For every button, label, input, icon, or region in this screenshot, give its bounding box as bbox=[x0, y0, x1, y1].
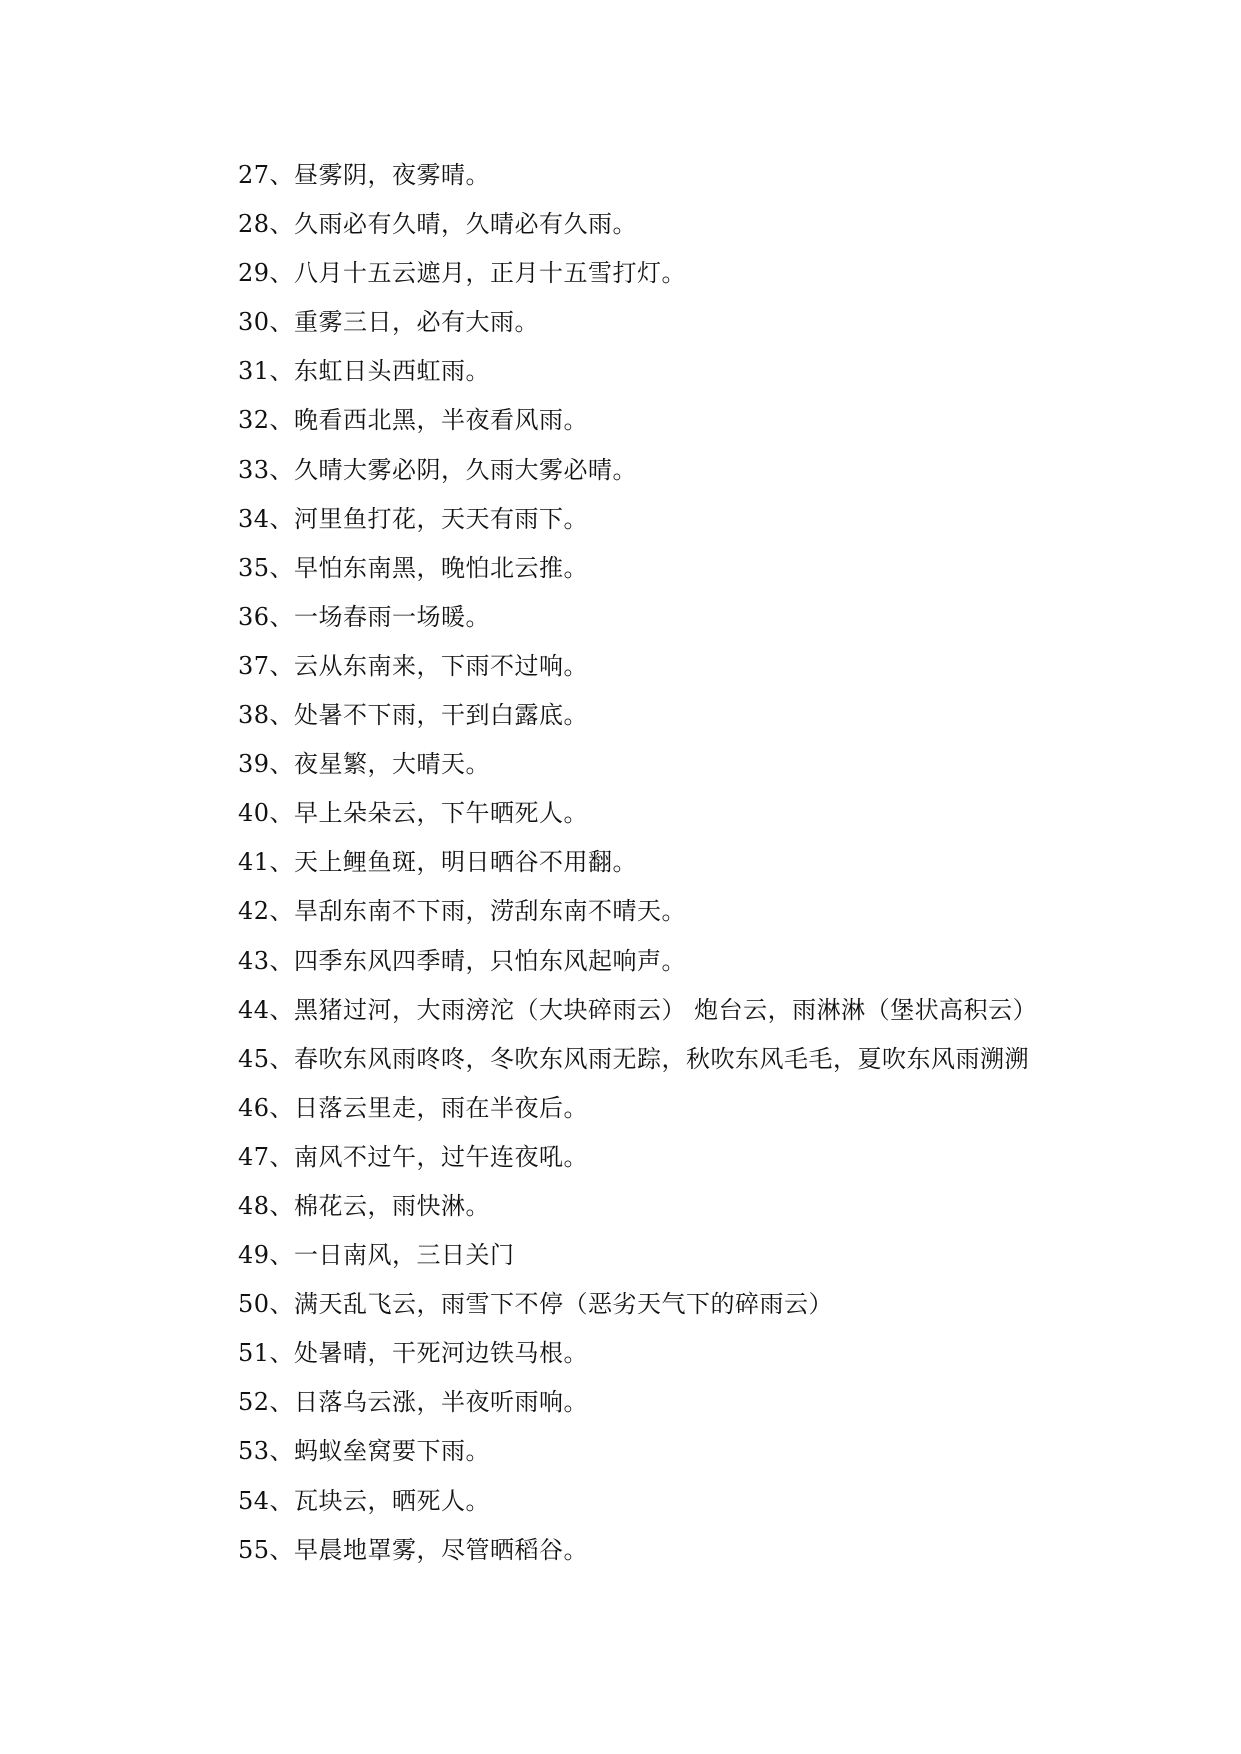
list-item: 55、早晨地罩雾，尽管晒稻谷。 bbox=[238, 1535, 589, 1564]
proverb-list bbox=[238, 158, 1037, 1582]
list-item: 30、重雾三日，必有大雨。 bbox=[238, 308, 540, 337]
list-item: 28、久雨必有久晴，久晴必有久雨。 bbox=[238, 210, 638, 239]
list-item: 46、日落云里走，雨在半夜后。 bbox=[238, 1093, 589, 1122]
list-item: 39、夜星繁，大晴天。 bbox=[238, 750, 491, 779]
list-item: 53、蚂蚁垒窝要下雨。 bbox=[238, 1437, 491, 1466]
list-item: 48、棉花云，雨快淋。 bbox=[238, 1191, 491, 1220]
list-item: 42、旱刮东南不下雨，涝刮东南不晴天。 bbox=[238, 897, 687, 926]
list-item: 36、一场春雨一场暖。 bbox=[238, 602, 491, 631]
list-item: 50、满天乱飞云，雨雪下不停（恶劣天气下的碎雨云） bbox=[238, 1290, 834, 1319]
list-item: 49、一日南风，三日关门 bbox=[238, 1241, 515, 1270]
list-item: 34、河里鱼打花，天天有雨下。 bbox=[238, 504, 589, 533]
list-item: 45、春吹东风雨咚咚，冬吹东风雨无踪，秋吹东风毛毛，夏吹东风雨溯溯 bbox=[238, 1044, 1030, 1073]
list-item: 52、日落乌云涨，半夜听雨响。 bbox=[238, 1388, 589, 1417]
list-item: 29、八月十五云遮月，正月十五雪打灯。 bbox=[238, 259, 687, 288]
list-item: 44、黑猪过河，大雨滂沱（大块碎雨云） 炮台云，雨淋淋（堡状高积云） bbox=[238, 995, 1038, 1024]
list-item: 47、南风不过午，过午连夜吼。 bbox=[238, 1142, 589, 1171]
list-item: 33、久晴大雾必阴，久雨大雾必晴。 bbox=[238, 455, 638, 484]
list-item: 31、东虹日头西虹雨。 bbox=[238, 357, 491, 386]
list-item: 54、瓦块云，晒死人。 bbox=[238, 1486, 491, 1515]
list-item: 27、昼雾阴，夜雾晴。 bbox=[238, 161, 491, 189]
list-item: 43、四季东风四季晴，只怕东风起响声。 bbox=[238, 946, 687, 975]
list-item: 35、早怕东南黑，晚怕北云推。 bbox=[238, 553, 589, 582]
list-item: 38、处暑不下雨，干到白露底。 bbox=[238, 701, 589, 730]
list-item: 51、处暑晴，干死河边铁马根。 bbox=[238, 1339, 589, 1368]
list-item: 32、晚看西北黑，半夜看风雨。 bbox=[238, 406, 589, 435]
list-item: 37、云从东南来，下雨不过响。 bbox=[238, 651, 589, 680]
list-item: 40、早上朵朵云，下午晒死人。 bbox=[238, 799, 589, 828]
list-item: 41、天上鲤鱼斑，明日晒谷不用翻。 bbox=[238, 848, 638, 877]
